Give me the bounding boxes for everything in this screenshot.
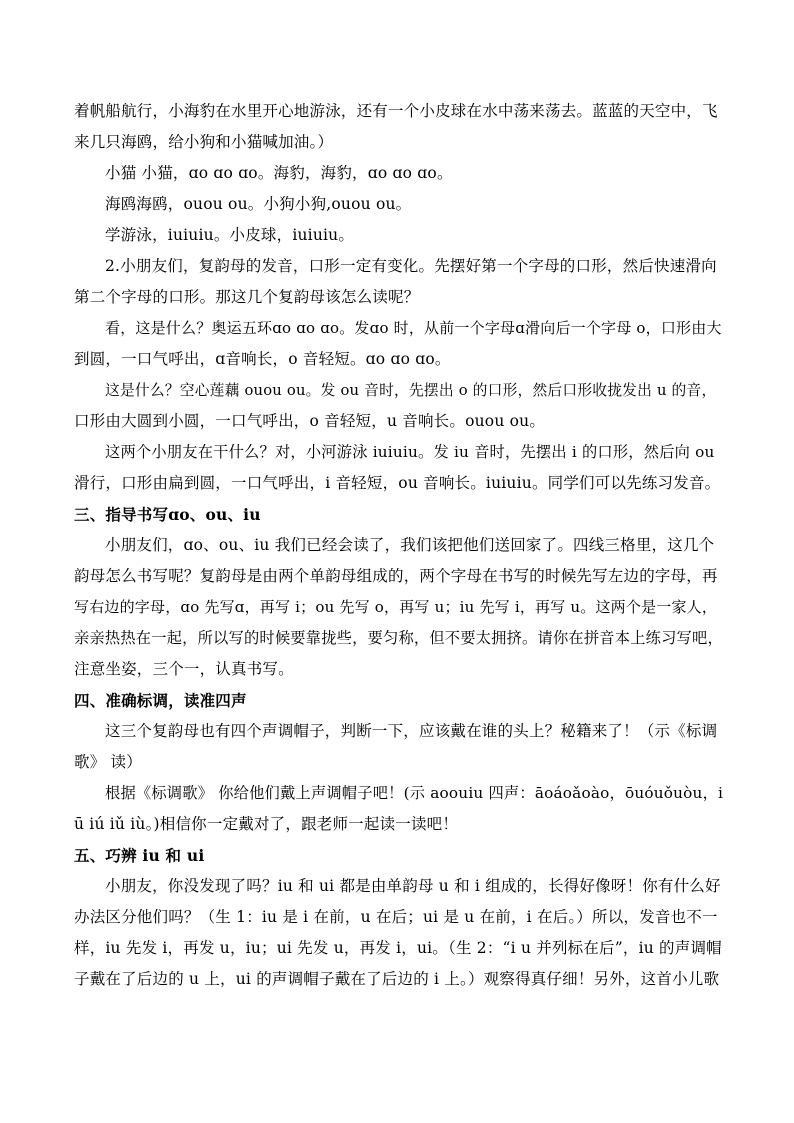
paragraph-line: 小朋友们，ɑo、ou、iu 我们已经会读了，我们该把他们送回家了。四线三格里，这几个 (105, 536, 715, 554)
paragraph-line: 亲亲热热在一起，所以写的时候要靠拢些，要匀称，但不要太拥挤。请你在拼音本上练习写吧， (74, 629, 723, 647)
paragraph-line: 子戴在了后边的 u 上，ui 的声调帽子戴在了后边的 i 上。）观察得真仔细！另外，这首小儿歌 (74, 970, 720, 988)
paragraph-line: 这三个复韵母也有四个声调帽子，判断一下，应该戴在谁的头上？秘籍来了！（示《标调 (105, 722, 718, 740)
paragraph-line: 2.小朋友们，复韵母的发音，口形一定有变化。先摆好第一个字母的口形，然后快速滑向 (105, 257, 717, 275)
paragraph-line: ū iú iǔ iù。)相信你一定戴对了，跟老师一起读一读吧！ (74, 815, 459, 833)
paragraph-line: 小朋友，你没发现了吗？iu 和 ui 都是由单韵母 u 和 i 组成的，长得好像呀！你有什么好 (105, 877, 721, 895)
paragraph-line: 看，这是什么？奥运五环ɑo ɑo ɑo。发ɑo 时，从前一个字母ɑ滑向后一个字母 o，口形由大 (105, 319, 722, 337)
section-heading: 四、准确标调，读准四声 (74, 691, 247, 710)
paragraph-line: 歌》 读） (74, 753, 142, 771)
paragraph-line: 着帆船航行，小海豹在水里开心地游泳，还有一个小皮球在水中荡来荡去。蓝蓝的天空中，飞 (74, 102, 718, 120)
paragraph-line: 滑行，口形由扁到圆，一口气呼出，i 音轻短，ou 音响长。iuiuiu。同学们可以先练习发音。 (74, 474, 721, 492)
paragraph-line: 写右边的字母，ɑo 先写ɑ，再写 i；ou 先写 o，再写 u；iu 先写 i，再写 u。这两个是一家人， (74, 598, 718, 616)
paragraph-line: 样，iu 先发 i，再发 u，iu；ui 先发 u，再发 i，ui。（生 2：“i u 并列标在后”，iu 的声调帽 (74, 939, 722, 957)
paragraph-line: 韵母怎么书写呢？复韵母是由两个单韵母组成的，两个字母在书写的时候先写左边的字母，再 (74, 567, 718, 585)
paragraph-line: 小猫 小猫，ɑo ɑo ɑo。海豹，海豹，ɑo ɑo ɑo。 (105, 164, 453, 182)
paragraph-line: 口形由大圆到小圆，一口气呼出，o 音轻短，u 音响长。ouou ou。 (74, 412, 546, 430)
section-heading: 三、指导书写ɑo、ou、iu (74, 505, 261, 524)
paragraph-line: 来几只海鸥，给小狗和小猫喊加油。） (74, 133, 334, 151)
section-heading: 五、巧辨 iu 和 ui (74, 846, 205, 865)
paragraph-line: 第二个字母的口形。那这几个复韵母该怎么读呢？ (74, 288, 420, 306)
paragraph-line: 这是什么？空心莲藕 ouou ou。发 ou 音时，先摆出 o 的口形，然后口形收拢发出 u 的音， (105, 382, 717, 399)
paragraph-line: 学游泳，iuiuiu。小皮球，iuiuiu。 (105, 226, 355, 244)
paragraph-line: 这两个小朋友在干什么？对，小河游泳 iuiuiu。发 iu 音时，先摆出 i 的口形，然后向 ou (105, 443, 715, 461)
paragraph-line: 注意坐姿，三个一，认真书写。 (74, 660, 294, 678)
document-body (74, 96, 724, 995)
paragraph-line: 办法区分他们吗？（生 1：iu 是 i 在前，u 在后；ui 是 u 在前，i 在后。）所以，发音也不一 (74, 908, 718, 926)
paragraph-line: 根据《标调歌》 你给他们戴上声调帽子吧！(示 aoouiu 四声：āoáoǎoào，ōuóuǒuòu，i (105, 784, 724, 802)
paragraph-line: 海鸥海鸥，ouou ou。小狗小狗,ouou ou。 (105, 195, 412, 213)
paragraph-line: 到圆，一口气呼出，ɑ音响长，o 音轻短。ɑo ɑo ɑo。 (74, 350, 451, 368)
